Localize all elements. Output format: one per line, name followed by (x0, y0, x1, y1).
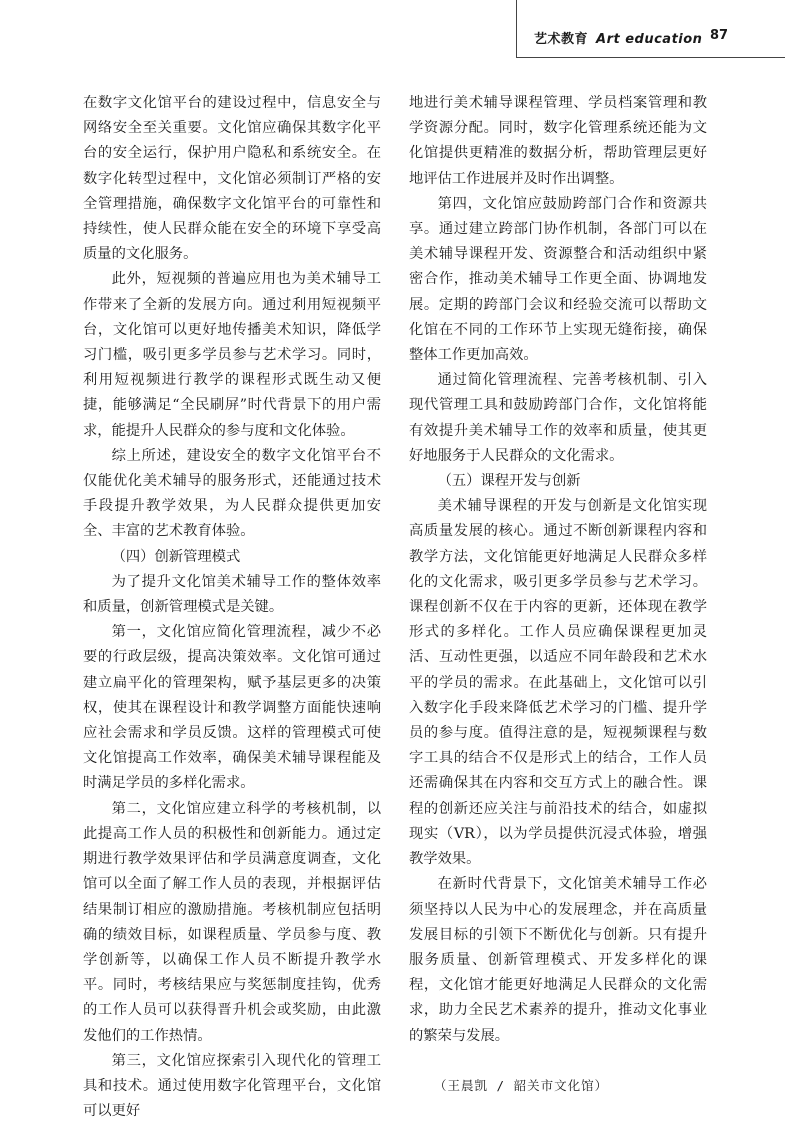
paragraph: 为了提升文化馆美术辅导工作的整体效率和质量，创新管理模式是关键。 (83, 573, 381, 616)
author-byline: （王晨凯 / 韶关市文化馆） (434, 1077, 609, 1093)
paragraph: 在数字文化馆平台的建设过程中，信息安全与网络安全至关重要。文化馆应确保其数字化平台的安全运行，保护用户隐私和系统安全。在数字化转型过程中，文化馆必须制订严格的安全管理措施，确保数字文化馆平台的可靠性和持续性，使人民群众能在安全的环境下享受高质量的文化服务。 (83, 95, 381, 263)
section-title (534, 28, 702, 47)
left-column (83, 91, 381, 1124)
paragraph: 第四，文化馆应鼓励跨部门合作和资源共享。通过建立跨部门协作机制，各部门可以在美术辅导课程开发、资源整合和活动组织中紧密合作，推动美术辅导工作更全面、协调地发展。定期的跨部门会议和经验交流可以帮助文化馆在不同的工作环节上实现无缝衔接，确保整体工作更加高效。 (409, 195, 707, 364)
paragraph: 综上所述，建设安全的数字文化馆平台不仅能优化美术辅导的服务形式，还能通过技术手段提升教学效果，为人民群众提供更加安全、丰富的艺术教育体验。 (83, 447, 381, 540)
paragraph: 地进行美术辅导课程管理、学员档案管理和教学资源分配。同时，数字化管理系统还能为文化馆提供更精准的数据分析，帮助管理层更好地评估工作进展并及时作出调整。 (409, 95, 707, 187)
section-title-en: Art education (596, 32, 703, 47)
header-divider-horizontal (516, 57, 785, 58)
header-divider-vertical (516, 0, 517, 58)
section-heading: （四）创新管理模式 (111, 548, 241, 565)
paragraph: 第三，文化馆应探索引入现代化的管理工具和技术。通过使用数字化管理平台，文化馆可以更好 (83, 1052, 381, 1120)
paragraph: 第一，文化馆应简化管理流程，减少不必要的行政层级，提高决策效率。文化馆可通过建立扁平化的管理架构，赋予基层更多的决策权，使其在课程设计和教学调整方面能快速响应社会需求和学员反馈。这样的管理模式可使文化馆提高工作效率，确保美术辅导课程能及时满足学员的多样化需求。 (83, 624, 381, 792)
right-column (409, 91, 707, 1098)
section-heading: （五）课程开发与创新 (437, 473, 581, 490)
page-header (0, 0, 785, 60)
paragraph: 通过简化管理流程、完善考核机制、引入现代管理工具和鼓励跨部门合作，文化馆将能有效提升美术辅导工作的效率和质量，使其更好地服务于人民群众的文化需求。 (409, 372, 707, 464)
paragraph: 第二，文化馆应建立科学的考核机制，以此提高工作人员的积极性和创新能力。通过定期进行教学效果评估和学员满意度调查，文化馆可以全面了解工作人员的表现，并根据评估结果制订相应的激励措施。考核机制应包括明确的绩效目标，如课程质量、学员参与度、教学创新等，以确保工作人员不断提升教学水平。同时，考核结果应与奖惩制度挂钩，优秀的工作人员可以获得晋升机会或奖励，由此激发他们的工作热情。 (83, 800, 381, 1044)
page-number: 87 (710, 28, 729, 43)
paragraph: 在新时代背景下，文化馆美术辅导工作必须坚持以人民为中心的发展理念，并在高质量发展目标的引领下不断优化与创新。只有提升服务质量、创新管理模式、开发多样化的课程，文化馆才能更好地满足人民群众的文化需求，助力全民艺术素养的提升，推动文化事业的繁荣与发展。 (409, 876, 707, 1044)
section-title-cn: 艺术教育 (534, 32, 589, 47)
paragraph: 美术辅导课程的开发与创新是文化馆实现高质量发展的核心。通过不断创新课程内容和教学方法，文化馆能更好地满足人民群众多样化的文化需求，吸引更多学员参与艺术学习。课程创新不仅在于内容的更新，还体现在教学形式的多样化。工作人员应确保课程更加灵活、互动性更强，以适应不同年龄段和艺术水平的学员的需求。在此基础上，文化馆可以引入数字化手段来降低艺术学习的门槛、提升学员的参与度。值得注意的是，短视频课程与数字工具的结合不仅是形式上的结合，工作人员还需确保其在内容和交互方式上的融合性。课程的创新还应关注与前沿技术的结合，如虚拟现实（VR），以为学员提供沉浸式体验，增强教学效果。 (409, 498, 707, 868)
paragraph: 此外，短视频的普遍应用也为美术辅导工作带来了全新的发展方向。通过利用短视频平台，文化馆可以更好地传播美术知识，降低学习门槛，吸引更多学员参与艺术学习。同时，利用短视频进行教学的课程形式既生动又便捷，能够满足“全民刷屏”时代背景下的用户需求，能提升人民群众的参与度和文化体验。 (83, 271, 381, 439)
